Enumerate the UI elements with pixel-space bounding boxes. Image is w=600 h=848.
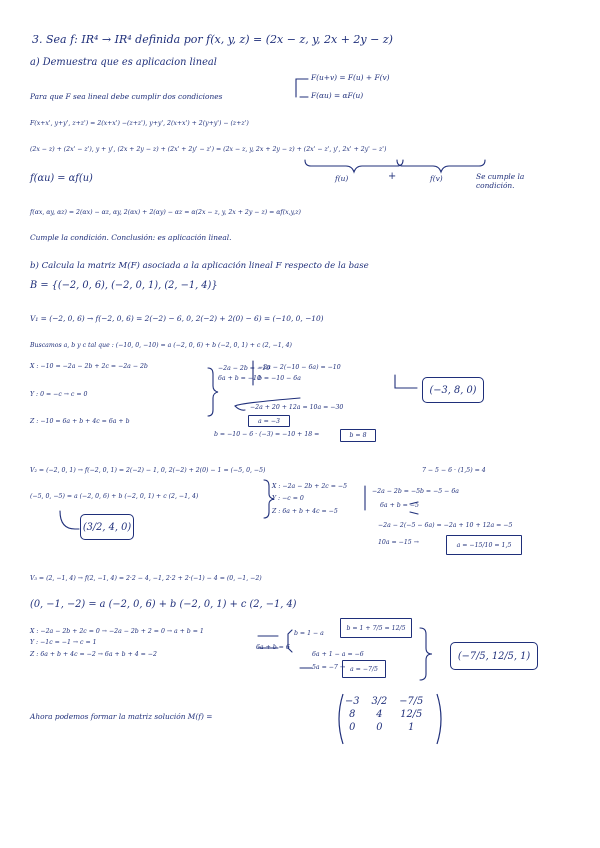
v1-sys-2: 6a + b = −10 <box>218 375 261 382</box>
matrix-cell: 12/5 <box>400 709 423 720</box>
v2-image: V₂ = (−2, 0, 1) → f(−2, 0, 1) = 2(−2) − 1, 0, 2(−2) + 2(0) − 1 = (−5, 0, −5) <box>30 467 266 474</box>
matrix-cell: 1 <box>408 722 415 733</box>
v1-b-line: b = −10 − 6 · (−3) = −10 + 18 = <box>214 431 320 438</box>
brace-v1 <box>208 368 218 416</box>
label-fv: f(v) <box>430 174 443 183</box>
v2-a-value: a = −15/10 = 1,5 <box>446 535 522 555</box>
v1-sys-3: b = −10 − 6a <box>258 375 301 382</box>
v1-eq-x: X : −10 = −2a − 2b + 2c = −2a − 2b <box>30 363 148 370</box>
matrix-cell: 3/2 <box>371 696 388 707</box>
v1-eq-z: Z : −10 = 6a + b + 4c = 6a + b <box>30 418 130 425</box>
v1-sys-1: −2a − 2b = −10 <box>218 365 271 372</box>
v1-substitution: −2a − 2(−10 − 6a) = −10 <box>258 364 341 371</box>
underbrace-fv <box>397 160 485 172</box>
v3-s2: 5a = −7 → <box>312 664 346 671</box>
label-fu: f(u) <box>335 174 349 183</box>
matrix-row <box>339 695 429 708</box>
arrow-condition-1 <box>296 79 308 97</box>
v2-combo: (−5, 0, −5) = a (−2, 0, 6) + b (−2, 0, 1) + c (2, −1, 4) <box>30 493 199 500</box>
v2-a-line: 10a = −15 → <box>378 539 419 546</box>
matrix-cell: 4 <box>376 709 383 720</box>
v2-substitution: −2a − 2(−5 − 6a) = −2a + 10 + 12a = −5 <box>378 522 513 529</box>
v3-eq-y: Y : −1c = −1 → c = 1 <box>30 639 97 646</box>
v3-eq-z: Z : 6a + b + 4c = −2 → 6a + b + 4 = −2 <box>30 651 157 658</box>
part-a-intro: Para que F sea lineal debe cumplir dos condiciones <box>30 92 223 101</box>
v3-sys-2: 6a + b = 6 <box>256 644 290 651</box>
v1-search: Buscamos a, b y c tal que : (−10, 0, −10) = a (−2, 0, 6) + b (−2, 0, 1) + c (2, −1, 4) <box>30 342 292 349</box>
v1-b-value: b = 8 <box>340 429 376 442</box>
v1-image: V₁ = (−2, 0, 6) → f(−2, 0, 6) = 2(−2) − 6, 0, 2(−2) + 2(0) − 6) = (−10, 0, −10) <box>30 314 324 323</box>
condition-1: F(u+v) = F(u) + F(v) <box>311 73 390 82</box>
scalar-condition: f(αu) = αf(u) <box>30 173 93 184</box>
v1-result: (−3, 8, 0) <box>422 377 484 403</box>
v1-eq-y: Y : 0 = −c → c = 0 <box>30 391 88 398</box>
v3-eq-x: X : −2a − 2b + 2c = 0 → −2a − 2b + 2 = 0 → a + b = 1 <box>30 628 204 635</box>
matrix-cell: 8 <box>349 709 356 720</box>
v2-sys-1: −2a − 2b = −5 <box>372 488 421 495</box>
additivity-expansion: F(x+x', y+y', z+z') = 2(x+x') −(z+z'), y+y', 2(x+x') + 2(y+y') − (z+z') <box>30 120 249 127</box>
v2-sys-3: b = −5 − 6a <box>420 488 459 495</box>
matrix-intro: Ahora podemos formar la matriz solución M(f) = <box>30 712 213 721</box>
additivity-sum: (2x − z) + (2x' − z'), y + y', (2x + 2y − z) + (2x' + 2y' − z') = (2x − z, y, 2x + 2y − z) + (2x' − z', y', 2x' + 2y' − z') <box>30 146 387 153</box>
note-cumple: Se cumple la condición. <box>476 172 525 191</box>
matrix-cell: −3 <box>345 696 360 707</box>
part-a-title: a) Demuestra que es aplicacion lineal <box>30 57 217 68</box>
v3-image: V₃ = (2, −1, 4) → f(2, −1, 4) = 2·2 − 4, −1, 2·2 + 2·(−1) − 4 = (0, −1, −2) <box>30 575 262 582</box>
basis-set: B = {(−2, 0, 6), (−2, 0, 1), (2, −1, 4)} <box>30 280 218 291</box>
problem-statement: 3. Sea f: IR⁴ → IR⁴ definida por f(x, y, z) = (2x − z, y, 2x + 2y − z) <box>32 33 393 46</box>
v2-eq-z: Z : 6a + b + 4c = −5 <box>272 508 338 515</box>
matrix-cell: −7/5 <box>399 696 424 707</box>
part-a-conclusion: Cumple la condición. Conclusión: es aplicación lineal. <box>30 233 232 242</box>
v2-top: 7 − 5 − 6 · (1,5) = 4 <box>422 467 486 474</box>
v3-sys-1: b = 1 − a <box>294 630 324 637</box>
part-b-title: b) Calcula la matriz M(F) asociada a la aplicación lineal F respecto de la base <box>30 261 369 271</box>
v3-combo: (0, −1, −2) = a (−2, 0, 6) + b (−2, 0, 1) + c (2, −1, 4) <box>30 599 297 610</box>
condition-2: F(αu) = αF(u) <box>311 91 364 100</box>
v2-eq-x: X : −2a − 2b + 2c = −5 <box>272 483 348 490</box>
matrix-cell: 0 <box>376 722 383 733</box>
v2-eq-y: Y : −c = 0 <box>272 495 304 502</box>
v3-s1: 6a + 1 − a = −6 <box>312 651 364 658</box>
homogeneity-line: f(αx, αy, αz) = 2(αx) − αz, αy, 2(αx) + 2(αy) − αz = α(2x − z, y, 2x + 2y − z) = αf(x,y,z) <box>30 209 301 216</box>
v3-result: (−7/5, 12/5, 1) <box>450 642 538 670</box>
v1-step: −2a + 20 + 12a = 10a = −30 <box>250 404 344 411</box>
v2-sys-2: 6a + b = −5 <box>380 502 419 509</box>
matrix-cell: 0 <box>349 722 356 733</box>
label-plus: + <box>388 171 397 182</box>
matrix-row <box>339 721 429 734</box>
brace-v3 <box>420 628 432 680</box>
v3-b-value: b = 1 + 7/5 = 12/5 <box>340 618 412 638</box>
matrix-row <box>339 708 429 721</box>
v3-a-value: a = −7/5 <box>342 660 386 678</box>
arrow-v2-result <box>60 511 79 529</box>
arrow-v1-result <box>395 375 417 388</box>
solution-matrix <box>335 692 425 731</box>
matrix-table <box>339 695 429 734</box>
v1-a-value: a = −3 <box>248 415 290 427</box>
v2-result: (3/2, 4, 0) <box>80 514 134 540</box>
